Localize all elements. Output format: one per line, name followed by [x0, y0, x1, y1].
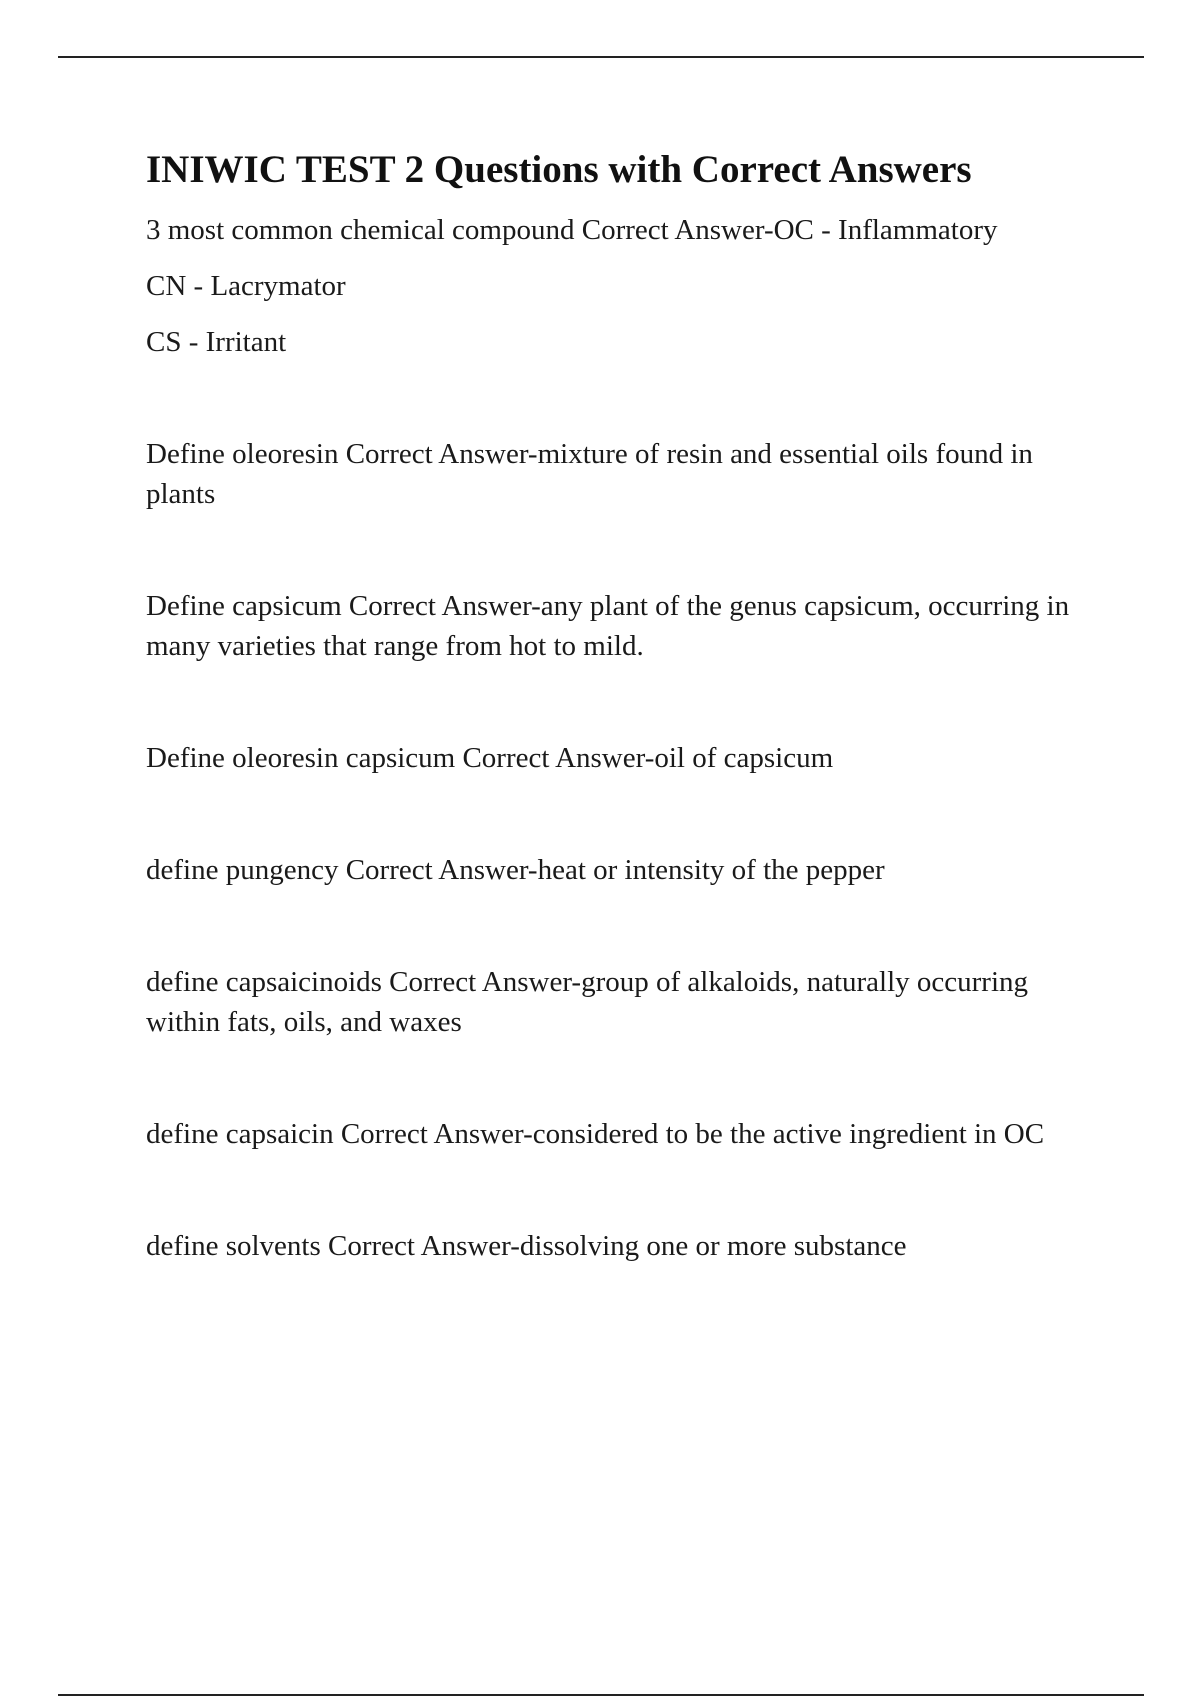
page-top-rule [58, 56, 1144, 58]
qa-item-1-detail: CN - Lacrymator [146, 270, 346, 302]
qa-item-6: define capsaicinoids Correct Answer-group of alkaloids, naturally occurring within fats, oils, and waxes [146, 966, 1029, 1038]
qa-item-1-detail: CS - Irritant [146, 326, 287, 358]
qa-item-3: Define capsicum Correct Answer-any plant of the genus capsicum, occurring in many varieties that range from hot to mild. [146, 590, 1070, 662]
qa-item-2: Define oleoresin Correct Answer-mixture of resin and essential oils found in plants [146, 438, 1033, 510]
qa-item-4: Define oleoresin capsicum Correct Answer-oil of capsicum [146, 742, 834, 774]
qa-item-5: define pungency Correct Answer-heat or intensity of the pepper [146, 854, 885, 886]
page-bottom-rule [58, 1694, 1144, 1696]
document-title: INIWIC TEST 2 Questions with Correct Answers [146, 148, 972, 191]
document-body [146, 144, 1076, 1266]
qa-item-7: define capsaicin Correct Answer-considered to be the active ingredient in OC [146, 1118, 1045, 1150]
qa-item-1-question: 3 most common chemical compound Correct Answer-OC - Inflammatory [146, 214, 998, 246]
qa-list [146, 210, 1076, 1266]
qa-item-8: define solvents Correct Answer-dissolving one or more substance [146, 1230, 907, 1262]
